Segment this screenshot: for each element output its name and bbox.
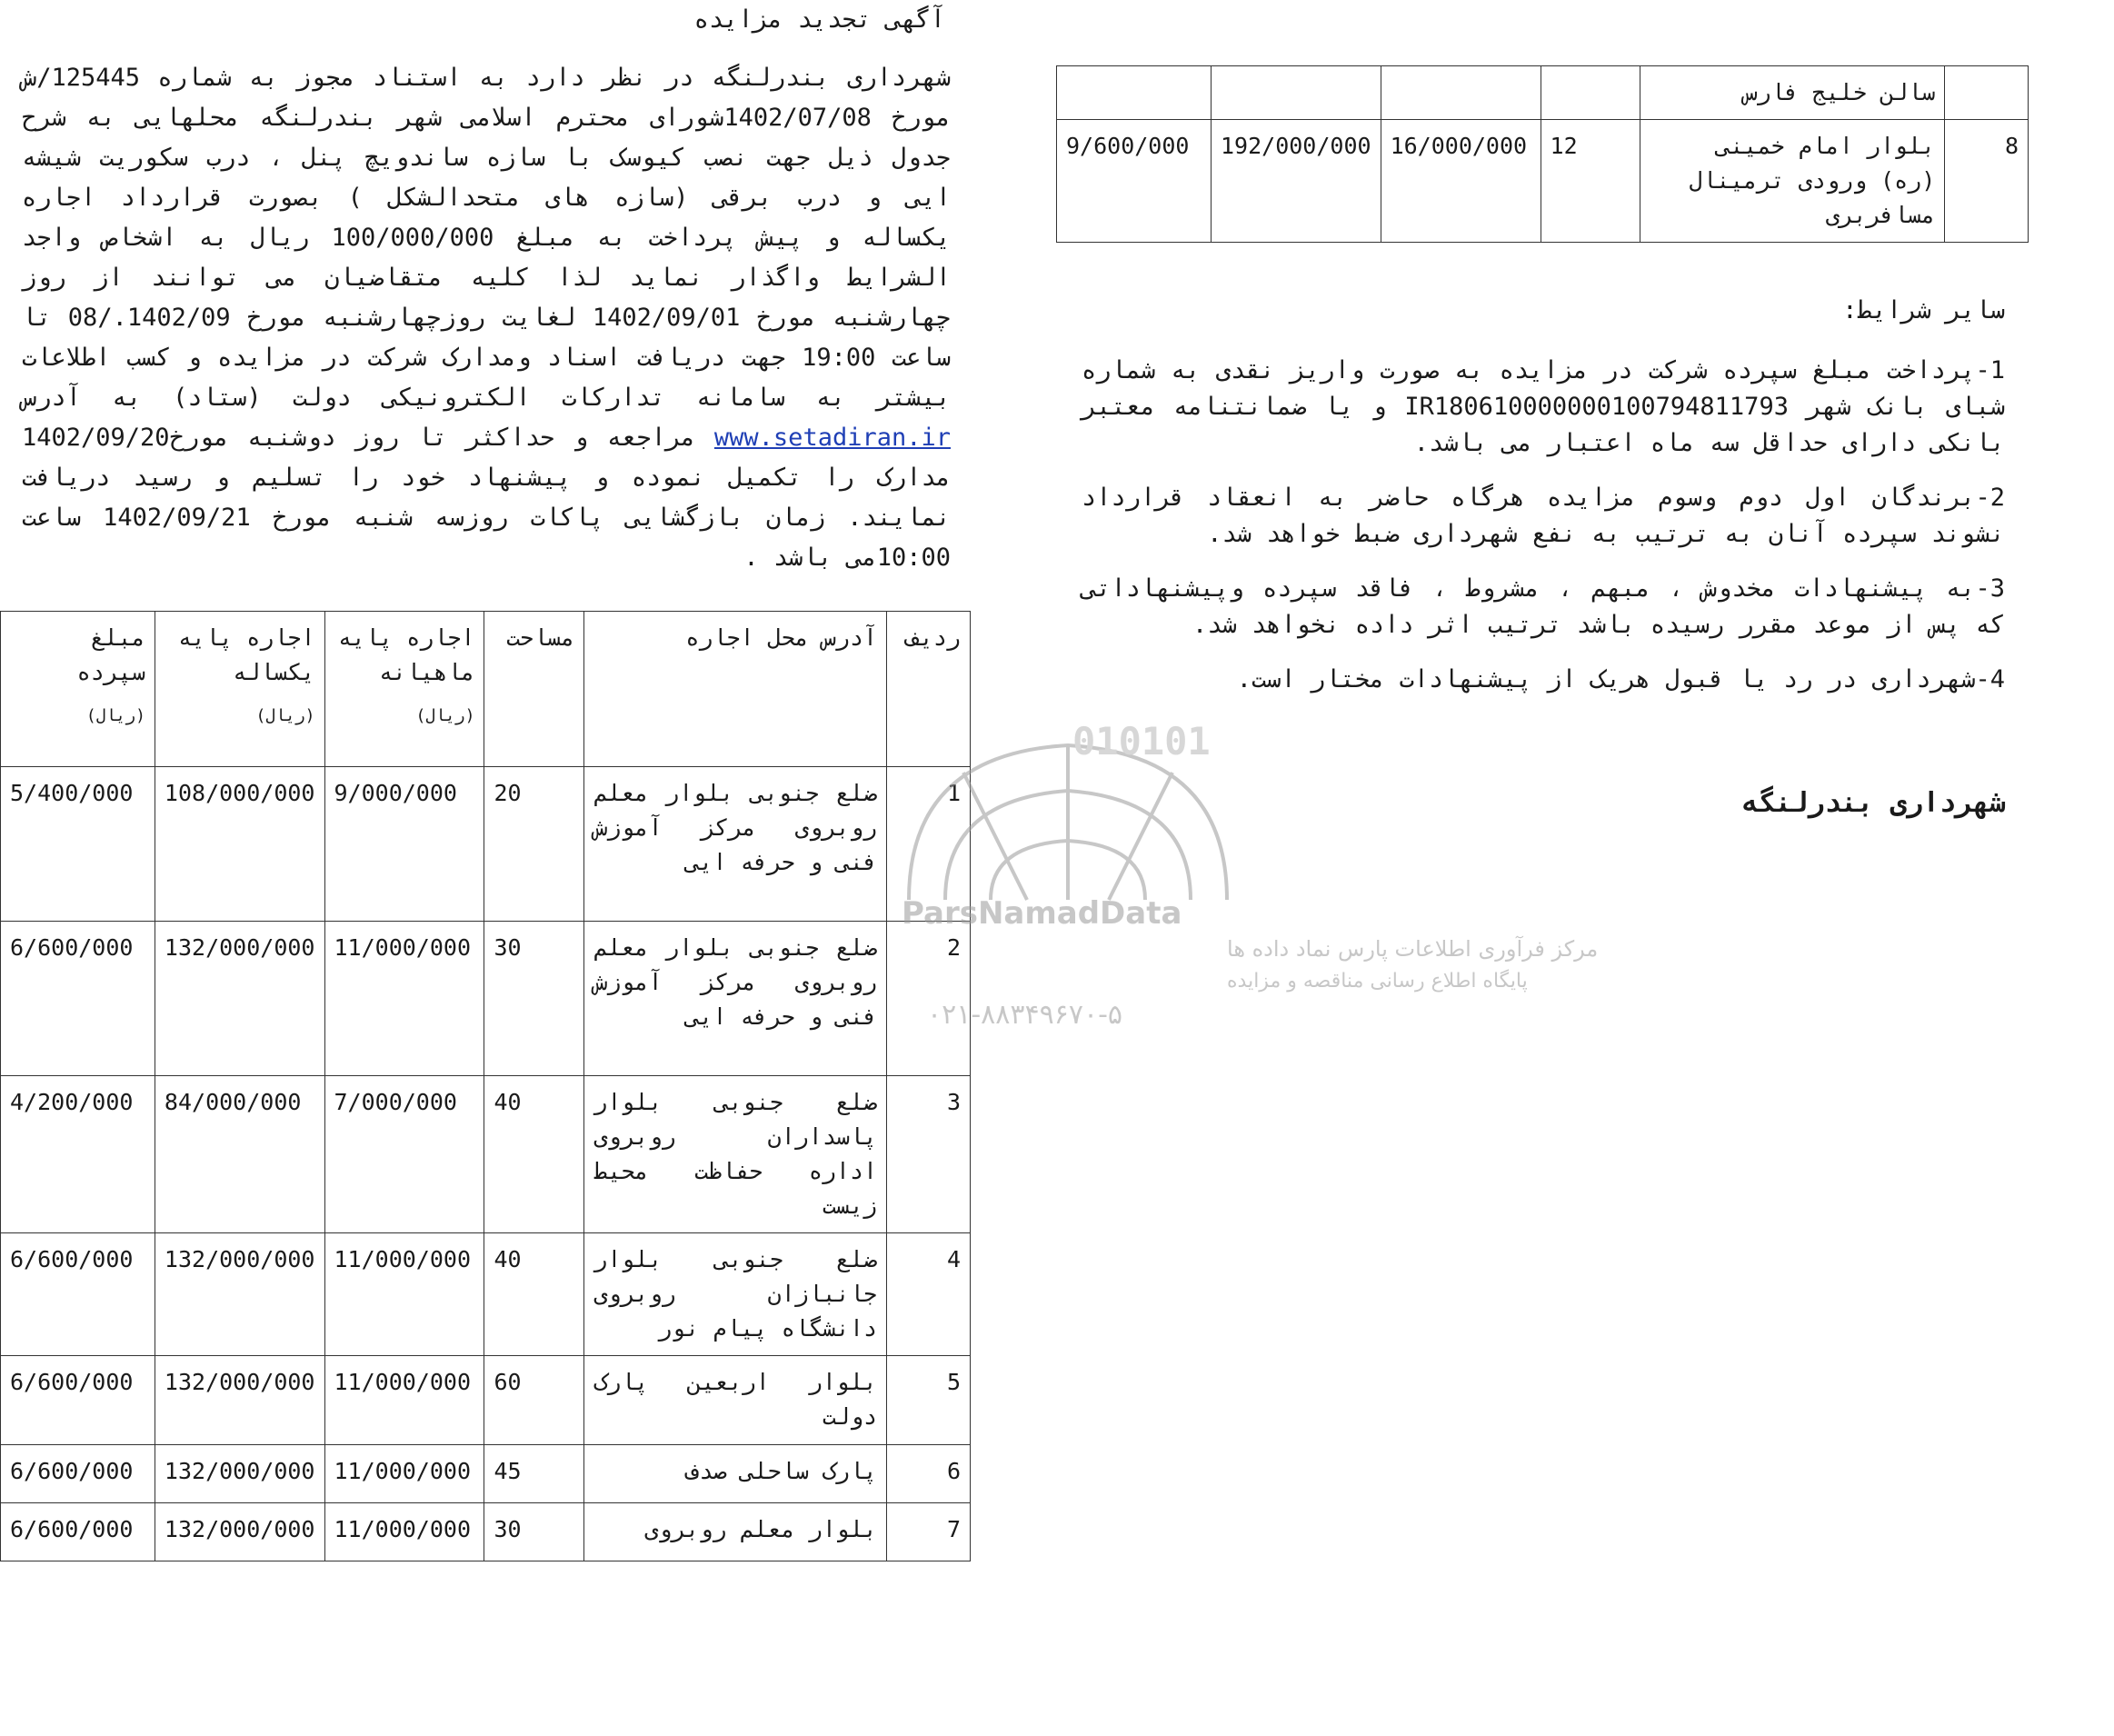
rental-table — [0, 611, 971, 1561]
header-yearly-rent: اجاره پایه یکساله (ریال) — [155, 612, 324, 767]
cell-row-number: 6 — [887, 1445, 971, 1503]
cell-row-number: 4 — [887, 1233, 971, 1356]
signature-municipality: شهرداری بندرلنگه — [1742, 787, 2005, 819]
cell-monthly-rent: 16/000/000 — [1381, 120, 1541, 243]
conditions-heading: سایر شرایط: — [1842, 296, 2005, 324]
watermark-line2: پایگاه اطلاع رسانی مناقصه و مزایده — [1227, 970, 1528, 993]
cell-monthly-rent: 11/000/000 — [324, 1233, 484, 1356]
table-row — [1, 1356, 971, 1445]
cell-yearly-rent: 108/000/000 — [155, 767, 324, 922]
cell-deposit: 6/600/000 — [1, 922, 155, 1076]
header-deposit: مبلغ سپرده (ریال) — [1, 612, 155, 767]
cell-area — [1541, 66, 1640, 120]
table-row — [1, 767, 971, 922]
watermark-phone: ۰۲۱-۸۸۳۴۹۶۷۰-۵ — [927, 999, 1123, 1031]
cell-area: 40 — [484, 1233, 584, 1356]
cell-deposit: 9/600/000 — [1057, 120, 1212, 243]
cell-deposit: 4/200/000 — [1, 1076, 155, 1233]
table-row — [1, 1445, 971, 1503]
watermark-line1: مرکز فرآوری اطلاعات پارس نماد داده ها — [1227, 936, 1599, 962]
cell-deposit: 6/600/000 — [1, 1356, 155, 1445]
cell-address: پارک ساحلی صدف — [584, 1445, 887, 1503]
cell-area: 45 — [484, 1445, 584, 1503]
watermark-brand: ParsNamadData — [902, 895, 1182, 932]
cell-address: ضلع جنوبی بلوار پاسداران روبروی اداره حفاظت محیط زیست — [584, 1076, 887, 1233]
cell-deposit: 6/600/000 — [1, 1445, 155, 1503]
cell-monthly-rent — [1381, 66, 1541, 120]
cell-deposit: 6/600/000 — [1, 1233, 155, 1356]
cell-yearly-rent: 84/000/000 — [155, 1076, 324, 1233]
cell-monthly-rent: 7/000/000 — [324, 1076, 484, 1233]
cell-row-number — [1945, 66, 2029, 120]
cell-monthly-rent: 9/000/000 — [324, 767, 484, 922]
cell-deposit: 6/600/000 — [1, 1503, 155, 1561]
cell-deposit — [1057, 66, 1212, 120]
cell-monthly-rent: 11/000/000 — [324, 1356, 484, 1445]
cell-yearly-rent — [1211, 66, 1381, 120]
cell-address: بلوار معلم روبروی — [584, 1503, 887, 1561]
condition-item-2: 2-برندگان اول دوم وسوم مزایده هرگاه حاضر به انعقاد قرارداد نشوند سپرده آنان به ترتیب به نفع شهرداری ضبط خواهد شد. — [1082, 484, 2005, 548]
watermark-digits: 010101 — [1072, 719, 1211, 763]
table-row — [1, 1233, 971, 1356]
cell-monthly-rent: 11/000/000 — [324, 1503, 484, 1561]
cell-area: 12 — [1541, 120, 1640, 243]
table-row — [1, 922, 971, 1076]
cell-area: 40 — [484, 1076, 584, 1233]
cell-address: بلوار اربعین پارک دولت — [584, 1356, 887, 1445]
condition-item-3: 3-به پیشنهادات مخدوش ، مبهم ، مشروط ، فاقد سپرده وپیشنهاداتی که پس از موعد مقرر رسیده باشد ترتیب اثر داده نخواهد شد. — [1082, 574, 2005, 639]
cell-yearly-rent: 132/000/000 — [155, 1503, 324, 1561]
condition-item-4: 4-شهرداری در رد یا قبول هریک از پیشنهادات مختار است. — [1236, 665, 2005, 693]
intro-text-after-link: مراجعه و حداکثر تا روز دوشنبه مورخ1402/09/20 مدارک را تکمیل نموده و پیشنهاد خود را تسلیم و رسید دریافت نمایند. زمان بازگشایی پاکات روزسه شنبه مورخ 1402/09/21 ساعت 10:00می باشد . — [22, 424, 951, 572]
cell-address: ضلع جنوبی بلوار معلم روبروی مرکز آموزش فنی و حرفه ایی — [584, 922, 887, 1076]
header-address: آدرس محل اجاره — [584, 612, 887, 767]
cell-address: سالن خلیج فارس — [1640, 66, 1945, 120]
cell-address: بلوار امام خمینی (ره) ورودی ترمینال مسافربری — [1640, 120, 1945, 243]
cell-area: 20 — [484, 767, 584, 922]
cell-yearly-rent: 132/000/000 — [155, 1445, 324, 1503]
rental-table-continuation — [1056, 65, 2029, 243]
cell-deposit: 5/400/000 — [1, 767, 155, 922]
cell-row-number: 7 — [887, 1503, 971, 1561]
intro-paragraph — [22, 58, 951, 578]
cell-address: ضلع جنوبی بلوار معلم روبروی مرکز آموزش فنی و حرفه ایی — [584, 767, 887, 922]
header-area: مساحت — [484, 612, 584, 767]
condition-item-1: 1-پرداخت مبلغ سپرده شرکت در مزایده به صورت واریز نقدی به شماره شبای بانک شهر IR180610000000100794811793 و یا ضمانتنامه معتبر بانکی دارای حداقل سه ماه اعتبار می باشد. — [1082, 356, 2005, 457]
table-row-continued — [1057, 66, 2029, 120]
cell-yearly-rent: 132/000/000 — [155, 1356, 324, 1445]
cell-address: ضلع جنوبی بلوار جانبازان روبروی دانشگاه پیام نور — [584, 1233, 887, 1356]
intro-text-before-link: شهرداری بندرلنگه در نظر دارد به استناد مجوز به شماره 125445/ش مورخ 1402/07/08شورای محترم اسلامی شهر بندرلنگه محلهایی به شرح جدول ذیل جهت نصب کیوسک با سازه ساندویچ پنل ، درب سکوریت شیشه ایی و درب برقی (سازه های متحدالشکل ) بصورت قرارداد اجاره یکساله و پیش پرداخت به مبلغ 100/000/000 ریال به اشخاص واجد الشرایط واگذار نماید لذا کلیه متقاضیان می توانند از روز چهارشنبه مورخ 1402/09/01 لغایت روزچهارشنبه مورخ 1402/09./08 تا ساعت 19:00 جهت دریافت اسناد ومدارک شرکت در مزایده و کسب اطلاعات بیشتر به سامانه تدارکات الکترونیکی دولت (ستاد) به آدرس — [22, 64, 952, 412]
table-row — [1, 1503, 971, 1561]
cell-monthly-rent: 11/000/000 — [324, 1445, 484, 1503]
cell-yearly-rent: 132/000/000 — [155, 922, 324, 1076]
cell-area: 30 — [484, 1503, 584, 1561]
setadiran-link[interactable]: www.setadiran.ir — [713, 424, 951, 452]
table-row — [1, 1076, 971, 1233]
cell-area: 30 — [484, 922, 584, 1076]
cell-monthly-rent: 11/000/000 — [324, 922, 484, 1076]
header-monthly-rent: اجاره پایه ماهیانه (ریال) — [324, 612, 484, 767]
cell-area: 60 — [484, 1356, 584, 1445]
unit-label: (ریال) — [415, 706, 475, 725]
cell-yearly-rent: 132/000/000 — [155, 1233, 324, 1356]
cell-row-number: 3 — [887, 1076, 971, 1233]
unit-label: (ریال) — [255, 706, 315, 725]
cell-row-number: 2 — [887, 922, 971, 1076]
header-row-number: ردیف — [887, 612, 971, 767]
cell-row-number: 1 — [887, 767, 971, 922]
cell-row-number: 5 — [887, 1356, 971, 1445]
cell-row-number: 8 — [1945, 120, 2029, 243]
cell-yearly-rent: 192/000/000 — [1211, 120, 1381, 243]
table-header-row — [1, 612, 971, 767]
notice-title: آگهی تجدید مزایده — [693, 5, 945, 34]
table-row — [1057, 120, 2029, 243]
parsnamad-watermark-stamp — [891, 718, 1599, 1036]
unit-label: (ریال) — [85, 706, 145, 725]
